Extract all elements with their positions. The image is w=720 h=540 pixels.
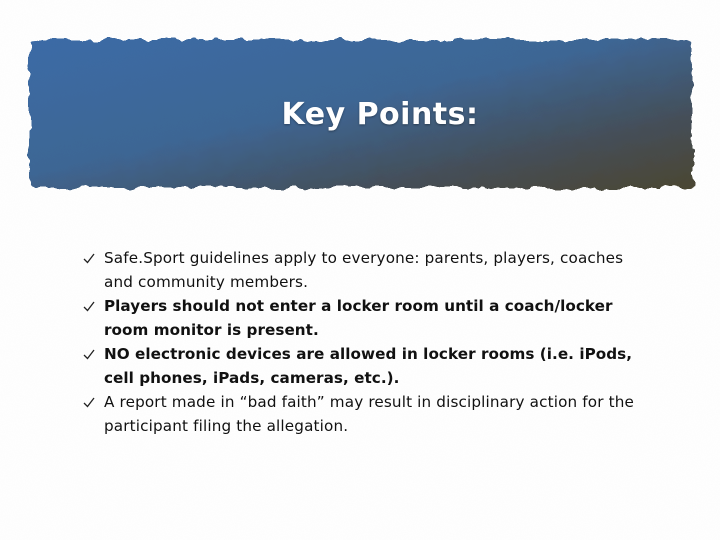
- checkmark-icon: [82, 342, 98, 366]
- list-item-text: Safe.Sport guidelines apply to everyone: parents, players, coaches and community members.: [104, 249, 624, 291]
- title-banner: [22, 30, 700, 198]
- list-item-text: NO electronic devices are allowed in locker rooms (i.e. iPods, cell phones, iPads, cameras, etc.).: [104, 345, 633, 387]
- list-item: [82, 294, 652, 342]
- checkmark-icon: [82, 390, 98, 414]
- list-item-text: Players should not enter a locker room until a coach/locker room monitor is present.: [104, 297, 613, 339]
- list-item: [82, 390, 652, 438]
- list-item: [82, 342, 652, 390]
- list-item: [82, 246, 652, 294]
- list-item-text: A report made in “bad faith” may result in disciplinary action for the participant filing the allegation.: [104, 393, 634, 435]
- checkmark-icon: [82, 246, 98, 270]
- key-points-list: [82, 246, 652, 438]
- checkmark-icon: [82, 294, 98, 318]
- page-title: Key Points:: [281, 96, 479, 132]
